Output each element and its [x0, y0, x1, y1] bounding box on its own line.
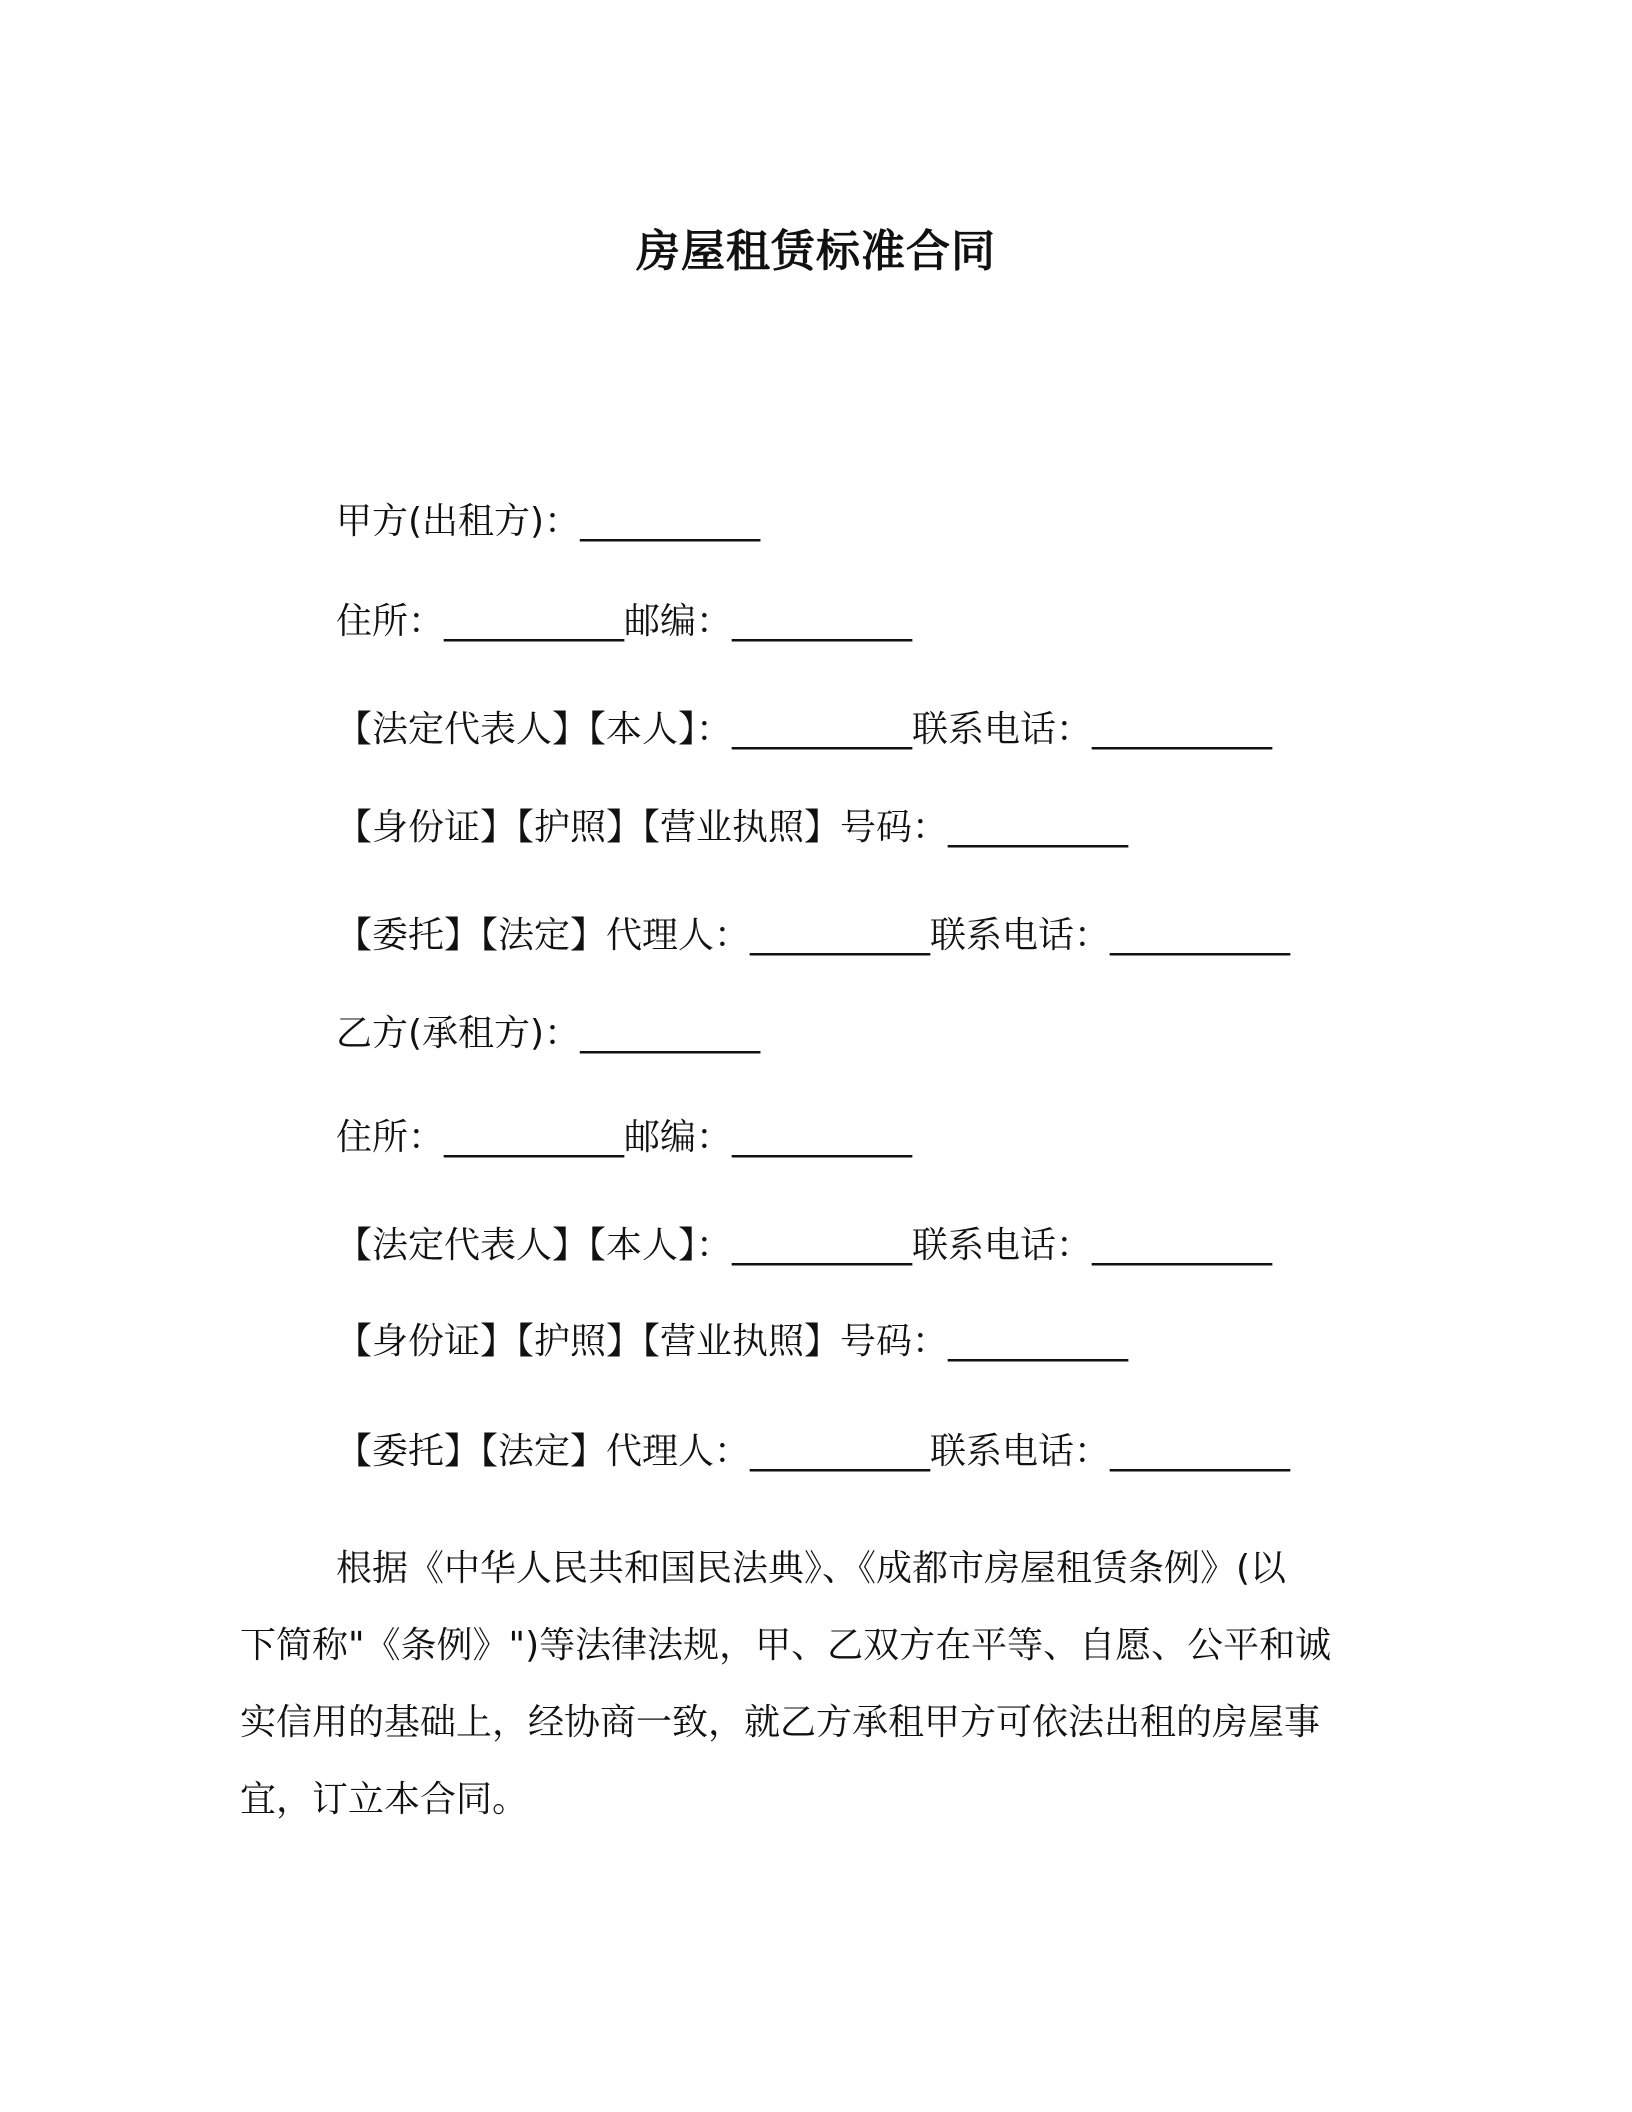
lessee-agent-line: 【委托】【法定】代理人：__________联系电话：__________: [336, 1431, 1291, 1472]
lessor-agent-line: 【委托】【法定】代理人：__________联系电话：__________: [336, 915, 1291, 956]
lessor-name-line: 甲方(出租方)：__________: [336, 501, 761, 542]
preamble-line: 宜，订立本合同。: [240, 1779, 529, 1820]
lessor-address-line: 住所：__________邮编：__________: [336, 601, 913, 642]
lessee-representative-line: 【法定代表人】【本人】：__________联系电话：__________: [336, 1225, 1273, 1266]
document-title: 房屋租赁标准合同: [636, 226, 996, 277]
lessor-id-line: 【身份证】【护照】【营业执照】号码：__________: [336, 807, 1129, 848]
lessee-name-line: 乙方(承租方)：__________: [336, 1013, 761, 1054]
preamble-line: 根据《中华人民共和国民法典》、《成都市房屋租赁条例》(以: [336, 1548, 1287, 1589]
preamble-line: 实信用的基础上，经协商一致，就乙方承租甲方可依法出租的房屋事: [240, 1702, 1321, 1743]
lessor-representative-line: 【法定代表人】【本人】：__________联系电话：__________: [336, 709, 1273, 750]
contract-preamble: [240, 1530, 1390, 1838]
preamble-line: 下简称"《条例》")等法律法规，甲、乙双方在平等、自愿、公平和诚: [240, 1625, 1332, 1666]
lessee-id-line: 【身份证】【护照】【营业执照】号码：__________: [336, 1321, 1129, 1362]
lessee-address-line: 住所：__________邮编：__________: [336, 1117, 913, 1158]
